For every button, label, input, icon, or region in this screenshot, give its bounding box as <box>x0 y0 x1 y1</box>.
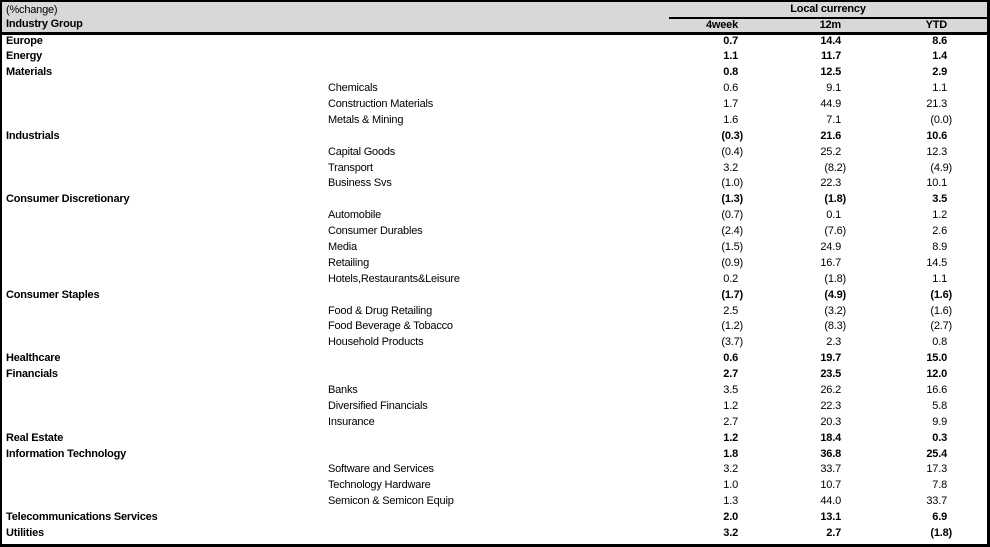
industry-group-label <box>2 319 324 335</box>
value-cell: 15.0 <box>926 352 947 365</box>
value-cell: 3.2 <box>723 463 738 476</box>
value-cell: (4.9) <box>824 288 846 301</box>
value-cell: 8.9 <box>932 241 947 254</box>
value-cell: 20.3 <box>820 415 841 428</box>
industry-group-label: Telecommunications Services <box>6 511 158 524</box>
row-spacer <box>953 494 987 510</box>
row-spacer <box>953 526 987 542</box>
row-spacer <box>953 49 987 65</box>
row-spacer <box>953 240 987 256</box>
industry-group-label <box>2 271 324 287</box>
value-cell: (3.7) <box>721 336 743 349</box>
table-row <box>2 414 987 430</box>
value-cell: 0.2 <box>723 272 738 285</box>
industry-group-label: Healthcare <box>6 352 61 365</box>
row-spacer <box>953 192 987 208</box>
table-row <box>2 462 987 478</box>
value-cell: 2.7 <box>826 527 841 540</box>
row-spacer <box>953 510 987 526</box>
value-cell: 3.2 <box>723 527 738 540</box>
value-cell: 2.3 <box>826 336 841 349</box>
table-row <box>2 430 987 446</box>
row-spacer <box>953 176 987 192</box>
value-cell: 22.3 <box>820 399 841 412</box>
table-row <box>2 112 987 128</box>
table-row <box>2 287 987 303</box>
industry-group-label: Industrials <box>6 129 60 142</box>
sub-industry-label <box>324 287 669 303</box>
value-cell: (1.0) <box>721 177 743 190</box>
table-row <box>2 224 987 240</box>
table-row <box>2 319 987 335</box>
sub-industry-label <box>324 65 669 81</box>
industry-group-label <box>2 176 324 192</box>
value-cell: 1.6 <box>723 113 738 126</box>
value-cell: 0.3 <box>932 431 947 444</box>
sub-industry-label: Food Beverage & Tobacco <box>328 320 453 333</box>
value-cell: 18.4 <box>820 431 841 444</box>
value-cell: 36.8 <box>820 447 841 460</box>
industry-group-label <box>2 144 324 160</box>
table-row <box>2 33 987 49</box>
industry-group-label: Materials <box>6 66 52 79</box>
table-header <box>2 2 987 33</box>
table-row <box>2 144 987 160</box>
row-spacer <box>953 462 987 478</box>
row-spacer <box>953 398 987 414</box>
table-row <box>2 510 987 526</box>
table-row <box>2 351 987 367</box>
value-cell: (8.3) <box>824 320 846 333</box>
header-row-currency <box>2 2 987 18</box>
value-cell: 6.9 <box>932 511 947 524</box>
sub-industry-label <box>324 367 669 383</box>
sub-industry-label <box>324 128 669 144</box>
value-cell: (1.3) <box>721 193 743 206</box>
sub-industry-label <box>324 446 669 462</box>
row-spacer <box>953 208 987 224</box>
row-spacer <box>953 446 987 462</box>
industry-group-label <box>2 208 324 224</box>
table-row <box>2 128 987 144</box>
sub-industry-label: Business Svs <box>328 177 392 190</box>
column-header-4week: 4week <box>669 18 744 33</box>
industry-group-label <box>2 97 324 113</box>
value-cell: (0.4) <box>721 145 743 158</box>
industry-group-label: Real Estate <box>6 431 64 444</box>
row-spacer <box>953 335 987 351</box>
value-cell: 16.7 <box>820 256 841 269</box>
value-cell: 1.2 <box>723 431 738 444</box>
value-cell: 7.1 <box>826 113 841 126</box>
value-cell: 2.7 <box>723 368 738 381</box>
sub-industry-label <box>324 526 669 542</box>
industry-group-label <box>2 478 324 494</box>
sub-industry-label <box>324 351 669 367</box>
value-cell: 19.7 <box>820 352 841 365</box>
row-spacer <box>953 287 987 303</box>
row-spacer <box>953 224 987 240</box>
industry-group-label <box>2 462 324 478</box>
value-cell: 5.8 <box>932 399 947 412</box>
value-cell: 14.5 <box>926 256 947 269</box>
table-row <box>2 446 987 462</box>
table-row <box>2 192 987 208</box>
industry-group-label <box>2 81 324 97</box>
value-cell: 1.1 <box>932 272 947 285</box>
value-cell: 17.3 <box>926 463 947 476</box>
column-header-ytd: YTD <box>847 18 953 33</box>
industry-group-label <box>2 335 324 351</box>
sub-industry-label <box>324 510 669 526</box>
value-cell: 16.6 <box>926 384 947 397</box>
table-row <box>2 49 987 65</box>
row-spacer <box>953 319 987 335</box>
value-cell: 1.8 <box>723 447 738 460</box>
row-spacer <box>953 430 987 446</box>
industry-group-label <box>2 303 324 319</box>
sub-industry-label: Media <box>328 241 357 254</box>
table-row <box>2 303 987 319</box>
sub-industry-label: Banks <box>328 384 358 397</box>
table-body <box>2 33 987 542</box>
row-spacer <box>953 255 987 271</box>
sub-industry-label: Semicon & Semicon Equip <box>328 495 454 508</box>
value-cell: 2.0 <box>723 511 738 524</box>
value-cell: 0.7 <box>723 35 738 48</box>
table-row <box>2 208 987 224</box>
sub-industry-label <box>324 192 669 208</box>
value-cell: 1.2 <box>723 399 738 412</box>
value-cell: 9.1 <box>826 82 841 95</box>
sub-industry-label: Automobile <box>328 209 382 222</box>
value-cell: 1.2 <box>932 209 947 222</box>
row-spacer <box>953 81 987 97</box>
table-row <box>2 367 987 383</box>
value-cell: 2.9 <box>932 66 947 79</box>
row-spacer <box>953 383 987 399</box>
table-row <box>2 335 987 351</box>
value-cell: (1.6) <box>930 288 952 301</box>
value-cell: (4.9) <box>930 161 952 174</box>
table-row <box>2 398 987 414</box>
value-cell: 2.5 <box>723 304 738 317</box>
sub-industry-label: Food & Drug Retailing <box>328 304 433 317</box>
sub-industry-label: Construction Materials <box>328 98 434 110</box>
value-cell: 2.6 <box>932 225 947 238</box>
percent-change-label: (%change) <box>2 2 669 18</box>
value-cell: 0.8 <box>723 66 738 79</box>
local-currency-header: Local currency <box>669 2 987 18</box>
sub-industry-label <box>324 33 669 49</box>
value-cell: 13.1 <box>820 511 841 524</box>
value-cell: (3.2) <box>824 304 846 317</box>
value-cell: 33.7 <box>820 463 841 476</box>
performance-table <box>2 2 987 542</box>
row-spacer <box>953 303 987 319</box>
value-cell: 44.0 <box>820 495 841 508</box>
row-spacer <box>953 478 987 494</box>
header-row-periods <box>2 18 987 33</box>
value-cell: 0.6 <box>723 82 738 95</box>
table-row <box>2 81 987 97</box>
value-cell: 1.4 <box>932 50 947 63</box>
value-cell: 23.5 <box>820 368 841 381</box>
sub-industry-label: Capital Goods <box>328 145 396 158</box>
sub-industry-label <box>324 49 669 65</box>
value-cell: 3.5 <box>932 193 947 206</box>
header-spacer <box>953 18 987 33</box>
table-row <box>2 97 987 113</box>
value-cell: (2.4) <box>721 225 743 238</box>
value-cell: 1.7 <box>723 98 738 110</box>
industry-group-label <box>2 240 324 256</box>
industry-group-label: Consumer Discretionary <box>6 193 130 206</box>
value-cell: 8.6 <box>932 35 947 48</box>
industry-group-label: Europe <box>6 35 43 48</box>
table-row <box>2 478 987 494</box>
sub-industry-label: Insurance <box>328 415 375 428</box>
value-cell: 2.7 <box>723 415 738 428</box>
industry-group-label: Consumer Staples <box>6 288 100 301</box>
row-spacer <box>953 97 987 113</box>
industry-group-label: Energy <box>6 50 43 63</box>
industry-group-header: Industry Group <box>2 18 669 33</box>
value-cell: 12.5 <box>820 66 841 79</box>
row-spacer <box>953 65 987 81</box>
sub-industry-label: Transport <box>328 161 373 174</box>
industry-group-label: Utilities <box>6 527 44 540</box>
industry-group-label <box>2 112 324 128</box>
value-cell: 7.8 <box>932 479 947 492</box>
row-spacer <box>953 351 987 367</box>
row-spacer <box>953 367 987 383</box>
value-cell: 1.1 <box>723 50 738 63</box>
value-cell: (1.8) <box>930 527 952 540</box>
value-cell: 0.8 <box>932 336 947 349</box>
value-cell: (0.7) <box>721 209 743 222</box>
value-cell: 0.1 <box>826 209 841 222</box>
table-row <box>2 240 987 256</box>
sub-industry-label: Consumer Durables <box>328 225 423 238</box>
sub-industry-label: Household Products <box>328 336 424 349</box>
row-spacer <box>953 271 987 287</box>
value-cell: 0.6 <box>723 352 738 365</box>
column-header-12m: 12m <box>744 18 847 33</box>
value-cell: 9.9 <box>932 415 947 428</box>
value-cell: (0.3) <box>721 129 743 142</box>
value-cell: 3.5 <box>723 384 738 397</box>
value-cell: 1.3 <box>723 495 738 508</box>
industry-group-label: Information Technology <box>6 447 127 460</box>
industry-group-label <box>2 494 324 510</box>
value-cell: 22.3 <box>820 177 841 190</box>
sub-industry-label: Hotels,Restaurants&Leisure <box>328 272 460 285</box>
row-spacer <box>953 33 987 49</box>
value-cell: 3.2 <box>723 161 738 174</box>
industry-group-label <box>2 398 324 414</box>
value-cell: 1.1 <box>932 82 947 95</box>
value-cell: 10.1 <box>926 177 947 190</box>
sub-industry-label: Metals & Mining <box>328 113 404 126</box>
sub-industry-label <box>324 430 669 446</box>
table-row <box>2 65 987 81</box>
industry-group-label: Financials <box>6 368 58 381</box>
value-cell: (1.7) <box>721 288 743 301</box>
value-cell: 44.9 <box>820 98 841 110</box>
industry-group-label <box>2 414 324 430</box>
table-row <box>2 383 987 399</box>
industry-group-label <box>2 383 324 399</box>
value-cell: (1.6) <box>930 304 952 317</box>
value-cell: (0.0) <box>930 113 952 126</box>
value-cell: 12.0 <box>926 368 947 381</box>
sub-industry-label: Chemicals <box>328 82 378 95</box>
row-spacer <box>953 128 987 144</box>
value-cell: 10.7 <box>820 479 841 492</box>
value-cell: (8.2) <box>824 161 846 174</box>
value-cell: (0.9) <box>721 256 743 269</box>
value-cell: 21.6 <box>820 129 841 142</box>
industry-group-label <box>2 224 324 240</box>
table-row <box>2 271 987 287</box>
value-cell: 26.2 <box>820 384 841 397</box>
value-cell: 25.4 <box>926 447 947 460</box>
value-cell: 14.4 <box>820 35 841 48</box>
table-row <box>2 176 987 192</box>
value-cell: 24.9 <box>820 241 841 254</box>
value-cell: 33.7 <box>926 495 947 508</box>
value-cell: (1.2) <box>721 320 743 333</box>
value-cell: (1.8) <box>824 193 846 206</box>
row-spacer <box>953 144 987 160</box>
value-cell: 1.0 <box>723 479 738 492</box>
value-cell: (7.6) <box>824 225 846 238</box>
table-row <box>2 526 987 542</box>
table-row <box>2 160 987 176</box>
value-cell: (2.7) <box>930 320 952 333</box>
industry-group-label <box>2 255 324 271</box>
value-cell: 11.7 <box>820 50 841 63</box>
row-spacer <box>953 160 987 176</box>
value-cell: 10.6 <box>926 129 947 142</box>
sub-industry-label: Retailing <box>328 256 370 269</box>
value-cell: (1.8) <box>824 272 846 285</box>
sub-industry-label: Technology Hardware <box>328 479 431 492</box>
industry-group-label <box>2 160 324 176</box>
value-cell: 25.2 <box>820 145 841 158</box>
value-cell: 21.3 <box>926 98 947 110</box>
value-cell: (1.5) <box>721 241 743 254</box>
table-row <box>2 494 987 510</box>
row-spacer <box>953 414 987 430</box>
value-cell: 12.3 <box>926 145 947 158</box>
sub-industry-label: Software and Services <box>328 463 434 476</box>
row-spacer <box>953 112 987 128</box>
table-row <box>2 255 987 271</box>
sub-industry-label: Diversified Financials <box>328 399 428 412</box>
